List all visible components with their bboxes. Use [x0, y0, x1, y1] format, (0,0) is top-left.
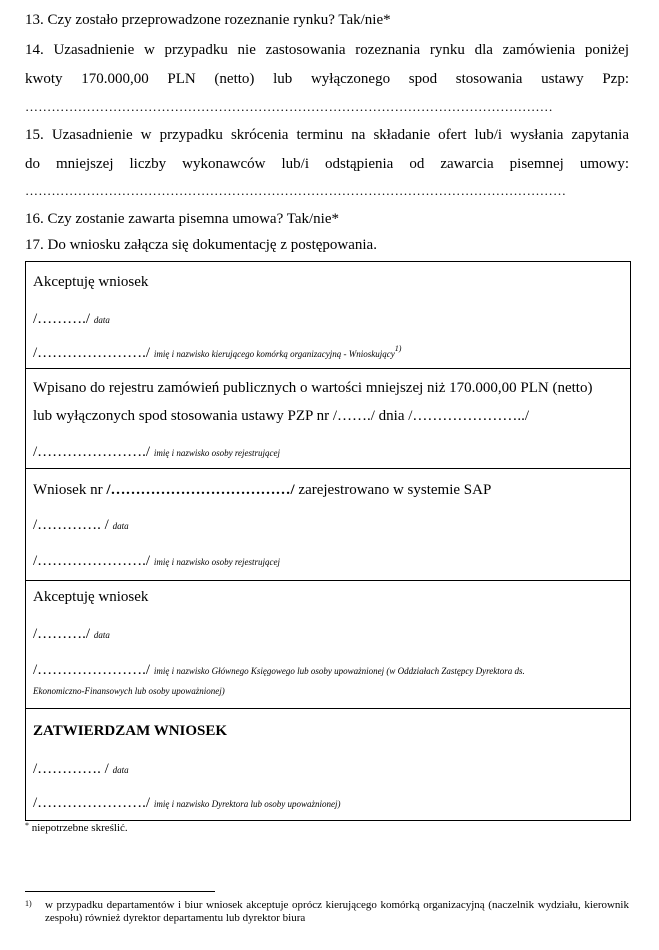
- box3-date-row: [33, 516, 129, 535]
- box1-date-field[interactable]: /………./: [33, 311, 91, 327]
- question-15-line1: 15. Uzasadnienie w przypadku skrócenia terminu na składanie ofert lub/i wysłania zapytania: [25, 127, 629, 143]
- acceptance-box-accountant: [25, 580, 631, 709]
- box2-sign-row: [33, 443, 280, 462]
- box3-sign-label: imię i nazwisko osoby rejestrującej: [153, 557, 280, 567]
- box4-sign-label: imię i nazwisko Głównego Księgowego lub osoby upoważnionej (w Oddziałach Zastępcy Dyrektora ds.: [153, 666, 525, 676]
- box1-date-label: data: [93, 315, 110, 325]
- question-16: 16. Czy zostanie zawarta pisemna umowa? Tak/nie*: [25, 211, 339, 227]
- box4-date-label: data: [93, 630, 110, 640]
- box3-line-pre: Wniosek nr: [33, 482, 107, 498]
- question-14-line1: 14. Uzasadnienie w przypadku nie zastosowania rozeznania rynku dla zamówienia poniżej: [25, 42, 629, 58]
- question-13: 13. Czy zostało przeprowadzone rozeznanie rynku? Tak/nie*: [25, 12, 391, 28]
- box1-sign-label: imię i nazwisko kierującego komórką organizacyjną - Wnioskujący: [153, 349, 395, 359]
- box1-sign-field[interactable]: /…………………./: [33, 345, 151, 361]
- box4-sign-field[interactable]: /…………………./: [33, 662, 151, 678]
- question-15-line2: do mniejszej liczby wykonawców lub/i odstąpienia od zawarcia pisemnej umowy:: [25, 156, 629, 172]
- box3-line: [33, 481, 491, 499]
- box5-sign-label: imię i nazwisko Dyrektora lub osoby upoważnionej): [153, 799, 341, 809]
- sap-registration-box: [25, 468, 631, 581]
- box3-date-field[interactable]: /…………. /: [33, 517, 109, 533]
- box4-sign-row: [33, 661, 525, 680]
- registry-box: [25, 368, 631, 469]
- box4-title: Akceptuję wniosek: [33, 589, 149, 605]
- box3-sign-row: [33, 552, 280, 571]
- approval-box: [25, 708, 631, 821]
- box3-request-number-field[interactable]: /………………………………/: [106, 482, 295, 498]
- box2-line1: Wpisano do rejestru zamówień publicznych o wartości mniejszej niż 170.000,00 PLN (netto): [33, 380, 593, 396]
- star-mark: *: [25, 821, 29, 830]
- box4-sign-label-cont: Ekonomiczno-Finansowych lub osoby upoważnionej): [33, 686, 225, 696]
- footnote-text: w przypadku departamentów i biur wniosek akceptuje oprócz kierującego komórką organizacyjną (naczelnik wydziału, kierownik zespołu) również dyrektor departamentu lub dyrektor biura: [45, 899, 629, 924]
- question-14-dotted-field[interactable]: …………………………………………………………………………………………………………: [25, 100, 553, 114]
- box5-title: ZATWIERDZAM WNIOSEK: [33, 723, 228, 739]
- box4-date-row: [33, 625, 110, 644]
- box5-date-row: [33, 760, 129, 779]
- box4-date-field[interactable]: /………./: [33, 626, 91, 642]
- box1-title: Akceptuję wniosek: [33, 274, 149, 290]
- box5-date-label: data: [112, 765, 129, 775]
- box1-sign-row: [33, 344, 401, 364]
- box3-date-label: data: [112, 521, 129, 531]
- box2-sign-label: imię i nazwisko osoby rejestrującej: [153, 448, 280, 458]
- footnote: [25, 899, 629, 925]
- box5-sign-field[interactable]: /…………………./: [33, 795, 151, 811]
- footnote-number: 1): [25, 899, 32, 908]
- footnote-star-note: [25, 822, 128, 835]
- box3-line-post: zarejestrowano w systemie SAP: [294, 482, 492, 498]
- box1-date-row: [33, 310, 110, 329]
- acceptance-box-requester: [25, 261, 631, 369]
- box1-footnote-ref: 1): [394, 344, 402, 353]
- box5-sign-row: [33, 794, 341, 813]
- footnote-divider: [25, 891, 215, 892]
- box2-line2: lub wyłączonych spod stosowania ustawy PZP nr /……./ dnia /…………………../: [33, 408, 530, 424]
- question-15-dotted-field[interactable]: ……………………………………………………………………………………………………………: [25, 184, 567, 198]
- box2-sign-field[interactable]: /…………………./: [33, 444, 151, 460]
- box3-sign-field[interactable]: /…………………./: [33, 553, 151, 569]
- star-note-text: niepotrzebne skreślić.: [29, 822, 128, 834]
- box5-date-field[interactable]: /…………. /: [33, 761, 109, 777]
- question-17: 17. Do wniosku załącza się dokumentację z postępowania.: [25, 237, 377, 253]
- question-14-line2: kwoty 170.000,00 PLN (netto) lub wyłączonego spod stosowania ustawy Pzp:: [25, 71, 629, 87]
